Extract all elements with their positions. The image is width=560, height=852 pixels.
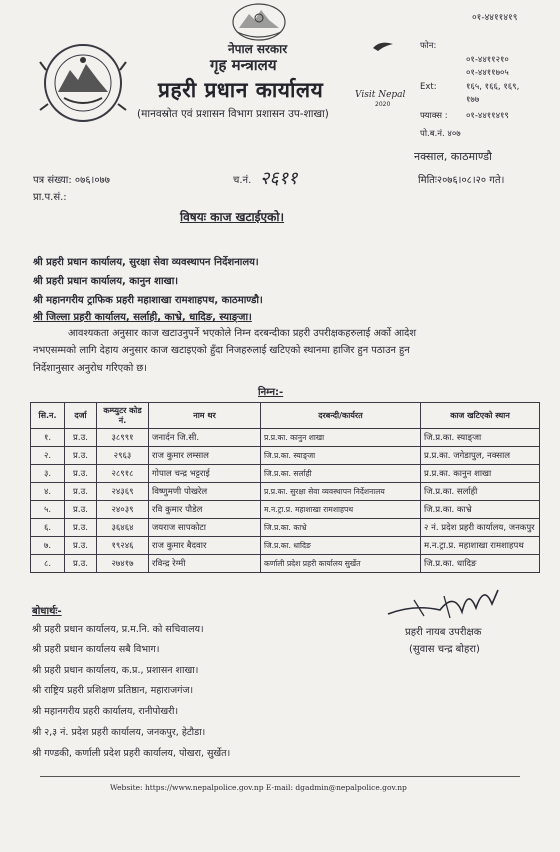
- row-serial: ३.: [31, 465, 65, 483]
- row-serial: ६.: [31, 519, 65, 537]
- row-serial: ४.: [31, 483, 65, 501]
- row-rank: प्र.उ.: [65, 465, 97, 483]
- row-deputed: म.न.ट्रा.प्र. महाशाखा रामशाहपथ: [421, 537, 540, 555]
- row-rank: प्र.उ.: [65, 447, 97, 465]
- row-post: प्र.प्र.का. सुरक्षा सेवा व्यवस्थापन निर्देशनालय: [261, 483, 421, 501]
- cha-no-value: २६११: [260, 168, 298, 189]
- body-line-1: आवश्यकता अनुसार काज खटाउनुपर्ने भएकोले निम्न दरबन्दीका प्रहरी उपरीक्षकहरुलाई अर्को आदेश: [68, 328, 416, 339]
- row-name: जयराज सापकोटा: [149, 519, 261, 537]
- footer-divider: [40, 776, 520, 777]
- row-deputed: प्र.प्र.का. जगेडापुल, नक्साल: [421, 447, 540, 465]
- table-row: [31, 483, 540, 501]
- row-name: राज कुमार लम्साल: [149, 447, 261, 465]
- row-rank: प्र.उ.: [65, 483, 97, 501]
- row-serial: ८.: [31, 555, 65, 573]
- cc-item-4: श्री राष्ट्रिय प्रहरी प्रशिक्षण प्रतिष्ठान, महाराजगंज।: [32, 685, 194, 696]
- ministry-name: गृह मन्त्रालय: [210, 56, 277, 74]
- cc-item-5: श्री महानगरीय प्रहरी कार्यालय, रानीपोखरी।: [32, 706, 179, 717]
- row-name: राज कुमार बैदवार: [149, 537, 261, 555]
- row-name: रविन्द्र रेग्मी: [149, 555, 261, 573]
- division-line: (मानवस्रोत एवं प्रशासन विभाग प्रशासन उप-शाखा): [137, 108, 329, 120]
- row-serial: ७.: [31, 537, 65, 555]
- row-post: म.न.ट्रा.प्र. महाशाखा रामशाहपथ: [261, 501, 421, 519]
- row-deputed: जि.प्र.का. स्याङ्जा: [421, 429, 540, 447]
- row-code: २४३६९: [97, 483, 149, 501]
- row-rank: प्र.उ.: [65, 555, 97, 573]
- row-name: जनार्दन जि.सी.: [149, 429, 261, 447]
- row-rank: प्र.उ.: [65, 429, 97, 447]
- recipient-3: श्री महानगरीय ट्राफिक प्रहरी महाशाखा रामशाहपथ, काठमाण्डौ।: [33, 295, 263, 306]
- row-code: २८९१८: [97, 465, 149, 483]
- row-name: गोपाल चन्द्र भट्टराई: [149, 465, 261, 483]
- body-line-3: निर्देशानुसार अनुरोध गरिएको छ।: [33, 363, 147, 374]
- table-row: [31, 447, 540, 465]
- cc-item-1: श्री प्रहरी प्रधान कार्यालय, प्र.म.नि. को सचिवालय।: [32, 624, 204, 635]
- ext-1: १६५, १६६, १६९,: [466, 82, 520, 92]
- signatory-name: (सुवास चन्द्र बोहरा): [409, 644, 480, 655]
- recipient-1: श्री प्रहरी प्रधान कार्यालय, सुरक्षा सेवा व्यवस्थापन निर्देशनालय।: [33, 257, 259, 268]
- row-code: १९२४६: [97, 537, 149, 555]
- row-post: जि.प्र.का. सर्लाही: [261, 465, 421, 483]
- row-serial: २.: [31, 447, 65, 465]
- row-deputed: जि.प्र.का. धादिङ: [421, 555, 540, 573]
- row-post: प्र.प्र.का. कानुन शाखा: [261, 429, 421, 447]
- row-code: ३८९९१: [97, 429, 149, 447]
- row-rank: प्र.उ.: [65, 501, 97, 519]
- cc-item-2: श्री प्रहरी प्रधान कार्यालय सबै विभाग।: [32, 644, 160, 655]
- table-row: [31, 429, 540, 447]
- row-name: विष्णुमणी पोखरेल: [149, 483, 261, 501]
- body-line-2: नभएसम्मको लागि देहाय अनुसार काज खटाइएको हुँदा निजहरुलाई खटिएको स्थानमा हाजिर हुन पठाउन हुन: [33, 345, 410, 356]
- cc-item-3: श्री प्रहरी प्रधान कार्यालय, क.प्र., प्रशासन शाखा।: [32, 665, 199, 676]
- footer-website: Website: https://www.nepalpolice.gov.np E-mail: dgadmin@nepalpolice.gov.np: [110, 783, 407, 792]
- row-code: २४०३९: [97, 501, 149, 519]
- table-row: [31, 465, 540, 483]
- col-deputed: काज खटिएको स्थान: [421, 403, 540, 429]
- row-post: कर्णाली प्रदेश प्रहरी कार्यालय सुर्खेत: [261, 555, 421, 573]
- recipient-4: श्री जिल्ला प्रहरी कार्यालय, सर्लाही, काभ्रे, धादिङ, स्याङ्जा।: [33, 312, 252, 323]
- row-deputed: जि.प्र.का. काभ्रे: [421, 501, 540, 519]
- gov-line: नेपाल सरकार: [228, 42, 288, 56]
- nepal-emblem-icon: [231, 2, 287, 42]
- ext-2: १७७: [466, 95, 480, 105]
- table-header-row: [31, 403, 540, 429]
- row-name: रवि कुमार पौडेल: [149, 501, 261, 519]
- row-code: २७४१७: [97, 555, 149, 573]
- address: नक्साल, काठमाण्डौ: [414, 150, 492, 163]
- phone-1: ०१-४४११२१०: [466, 55, 509, 65]
- fax-number: ०१-४४११४१९: [466, 111, 509, 121]
- office-title: प्रहरी प्रधान कार्यालय: [158, 78, 324, 102]
- ext-label: Ext:: [420, 82, 437, 92]
- table-caption: निम्न:-: [258, 387, 284, 398]
- row-post: जि.प्र.का. काभ्रे: [261, 519, 421, 537]
- cc-label: बोधार्थः-: [32, 606, 62, 617]
- col-name: नाम थर: [149, 403, 261, 429]
- visit-logo-text: Visit Nepal: [355, 90, 406, 100]
- col-rank: दर्जा: [65, 403, 97, 429]
- pra-pa-number: प्रा.प.सं.:: [33, 192, 67, 203]
- letter-date: मितिः२०७६।०८।२० गते।: [418, 175, 505, 186]
- assignment-table: [30, 402, 540, 573]
- visit-nepal-logo: [355, 82, 405, 108]
- cc-item-6: श्री २,३ नं. प्रदेश प्रहरी कार्यालय, जनकपुर, हेटौडा।: [32, 727, 206, 738]
- row-serial: १.: [31, 429, 65, 447]
- top-phone: ०१-४४११४१९: [472, 13, 518, 23]
- row-code: ३६४६४: [97, 519, 149, 537]
- cha-no-label: च.नं.: [233, 175, 252, 186]
- visit-logo-year: 2020: [375, 101, 391, 108]
- col-serial: सि.न.: [31, 403, 65, 429]
- phone-label: फोन:: [420, 41, 437, 51]
- row-rank: प्र.उ.: [65, 537, 97, 555]
- police-logo-icon: [36, 40, 130, 126]
- table-row: [31, 519, 540, 537]
- letter-number: पत्र संख्या: ०७६।०७७: [33, 175, 110, 186]
- row-post: जि.प्र.का. धादिङ: [261, 537, 421, 555]
- row-serial: ५.: [31, 501, 65, 519]
- recipient-2: श्री प्रहरी प्रधान कार्यालय, कानुन शाखा।: [33, 276, 179, 287]
- row-post: जि.प्र.का. स्याङ्जा: [261, 447, 421, 465]
- col-post: दरबन्दी/कार्यरत: [261, 403, 421, 429]
- signature-mark: [384, 582, 504, 622]
- fax-label: फ्याक्स :: [420, 111, 448, 121]
- subject-line: विषयः काज खटाईएको।: [180, 210, 285, 224]
- row-code: २९६३: [97, 447, 149, 465]
- po-box: पो.ब.नं. ४०७: [420, 129, 461, 139]
- table-row: [31, 501, 540, 519]
- table-row: [31, 537, 540, 555]
- table-row: [31, 555, 540, 573]
- row-deputed: प्र.प्र.का. कानुन शाखा: [421, 465, 540, 483]
- bird-mark-icon: [372, 40, 394, 52]
- row-rank: प्र.उ.: [65, 519, 97, 537]
- col-code: कम्प्युटर कोड नं.: [97, 403, 149, 429]
- row-deputed: २ नं. प्रदेश प्रहरी कार्यालय, जनकपुर: [421, 519, 540, 537]
- signatory-title: प्रहरी नायब उपरीक्षक: [405, 627, 482, 638]
- row-deputed: जि.प्र.का. सर्लाही: [421, 483, 540, 501]
- cc-item-7: श्री गण्डकी, कर्णाली प्रदेश प्रहरी कार्यालय, पोखरा, सुर्खेत।: [32, 748, 231, 759]
- phone-2: ०१-४४११७०५: [466, 68, 509, 78]
